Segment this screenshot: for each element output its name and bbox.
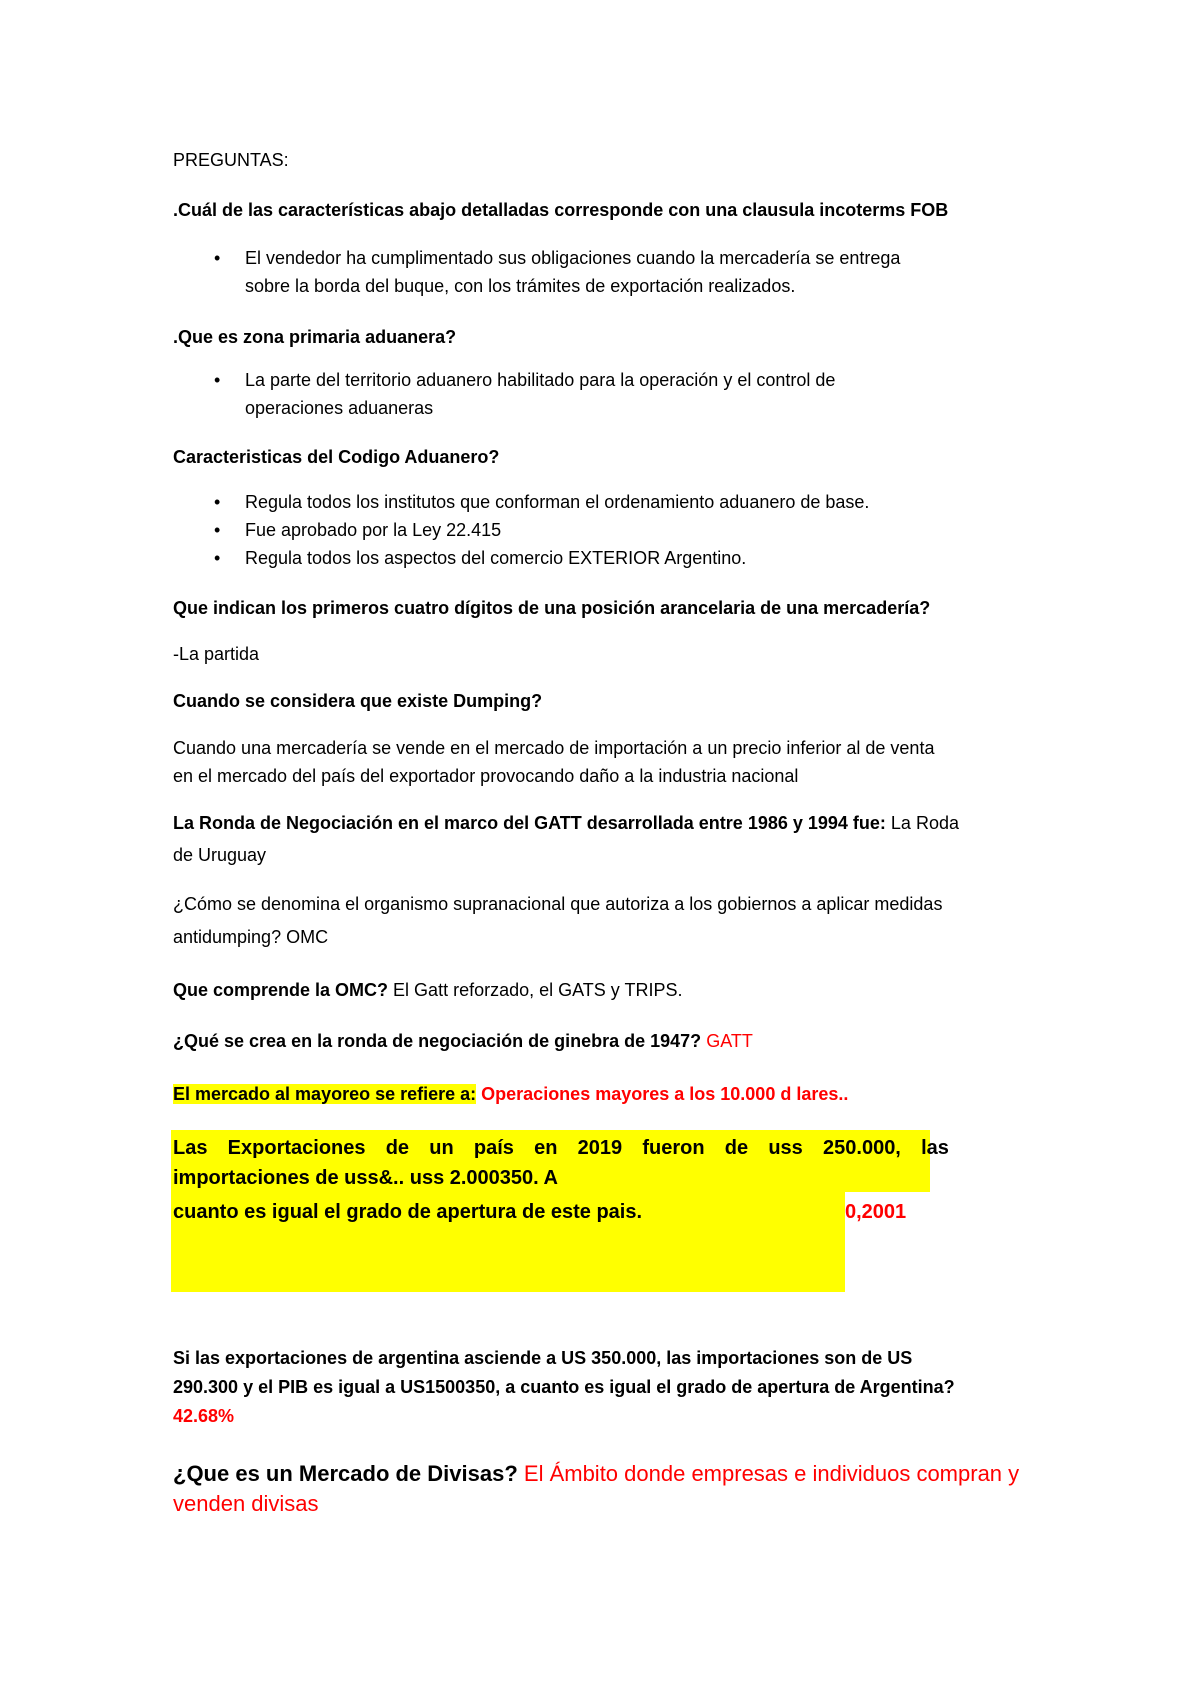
word: país <box>473 1137 514 1159</box>
answer-text: 42.68% <box>173 1406 235 1426</box>
question-apertura-argentina: Si las exportaciones de argentina asciende a US 350.000, las importaciones son de US <box>173 1348 913 1368</box>
word: en <box>534 1137 558 1159</box>
question-line: cuanto es igual el grado de apertura de este pais. <box>173 1201 643 1223</box>
question-text: El mercado al mayoreo se refiere a: <box>173 1084 477 1104</box>
question-organismo: ¿Cómo se denomina el organismo supranacional que autoriza a los gobiernos a aplicar medidas <box>173 894 943 914</box>
answer-line: venden divisas <box>173 1491 319 1516</box>
list-item: Fue aprobado por la Ley 22.415 <box>245 520 502 540</box>
word: de <box>385 1137 410 1159</box>
answer-text: El Gatt reforzado, el GATS y TRIPS. <box>388 980 683 1000</box>
word: Exportaciones <box>227 1137 366 1159</box>
word: uss <box>768 1137 803 1159</box>
word: Las <box>173 1137 208 1159</box>
answer-text: GATT <box>701 1031 753 1051</box>
bullet-icon: • <box>214 492 221 512</box>
question-omc <box>173 976 682 1004</box>
question-dumping: Cuando se considera que existe Dumping? <box>173 691 543 711</box>
question-mercado-divisas <box>173 1459 1019 1489</box>
bullet-icon: • <box>214 520 221 540</box>
question-grado-apertura <box>173 1133 949 1163</box>
answer-line: -La partida <box>173 644 260 664</box>
word: fueron <box>642 1137 705 1159</box>
word: un <box>429 1137 454 1159</box>
question-mayoreo <box>173 1080 848 1108</box>
answer-text: La Roda <box>885 813 959 833</box>
question-text: ¿Que es un Mercado de Divisas? <box>173 1461 518 1486</box>
question-text: Que comprende la OMC? <box>173 980 389 1000</box>
answer-line: La parte del territorio aduanero habilitado para la operación y el control de <box>245 370 836 390</box>
question-organismo-cont: antidumping? OMC <box>173 927 329 947</box>
list-item: Regula todos los institutos que conforman el ordenamiento aduanero de base. <box>245 492 870 512</box>
word: 250.000, <box>823 1137 901 1159</box>
question-line: importaciones de uss&.. uss 2.000350. A <box>173 1167 558 1189</box>
answer-text: 0,2001 <box>845 1201 907 1223</box>
question-ronda-gatt <box>173 809 959 837</box>
answer-text: Operaciones mayores a los 10.000 d lares.. <box>476 1084 849 1104</box>
question-codigo-aduanero: Caracteristicas del Codigo Aduanero? <box>173 447 500 467</box>
bullet-icon: • <box>214 370 221 390</box>
word: 2019 <box>577 1137 623 1159</box>
bullet-icon: • <box>214 248 221 268</box>
word: de <box>724 1137 749 1159</box>
answer-line: El vendedor ha cumplimentado sus obligaciones cuando la mercadería se entrega <box>245 248 901 268</box>
question-zona-primaria: .Que es zona primaria aduanera? <box>173 327 457 347</box>
answer-line: operaciones aduaneras <box>245 398 434 418</box>
answer-line: en el mercado del país del exportador provocando daño a la industria nacional <box>173 766 799 786</box>
answer-line: Cuando una mercadería se vende en el mercado de importación a un precio inferior al de venta <box>173 738 935 758</box>
question-text: ¿Qué se crea en la ronda de negociación de ginebra de 1947? <box>173 1031 702 1051</box>
bullet-icon: • <box>214 548 221 568</box>
heading: PREGUNTAS: <box>173 150 289 170</box>
answer-line: sobre la borda del buque, con los trámites de exportación realizados. <box>245 276 796 296</box>
question-line: 290.300 y el PIB es igual a US1500350, a cuanto es igual el grado de apertura de Argentina? <box>173 1377 955 1397</box>
question-posicion-arancelaria: Que indican los primeros cuatro dígitos de una posición arancelaria de una mercadería? <box>173 598 931 618</box>
question-ginebra <box>173 1027 753 1055</box>
question-incoterms-fob: .Cuál de las características abajo detalladas corresponde con una clausula incoterms FOB <box>173 200 949 220</box>
answer-line: de Uruguay <box>173 845 267 865</box>
list-item: Regula todos los aspectos del comercio EXTERIOR Argentino. <box>245 548 747 568</box>
answer-text: El Ámbito donde empresas e individuos compran y <box>517 1461 1020 1486</box>
question-text: La Ronda de Negociación en el marco del GATT desarrollada entre 1986 y 1994 fue: <box>173 813 886 833</box>
word: las <box>921 1137 949 1159</box>
